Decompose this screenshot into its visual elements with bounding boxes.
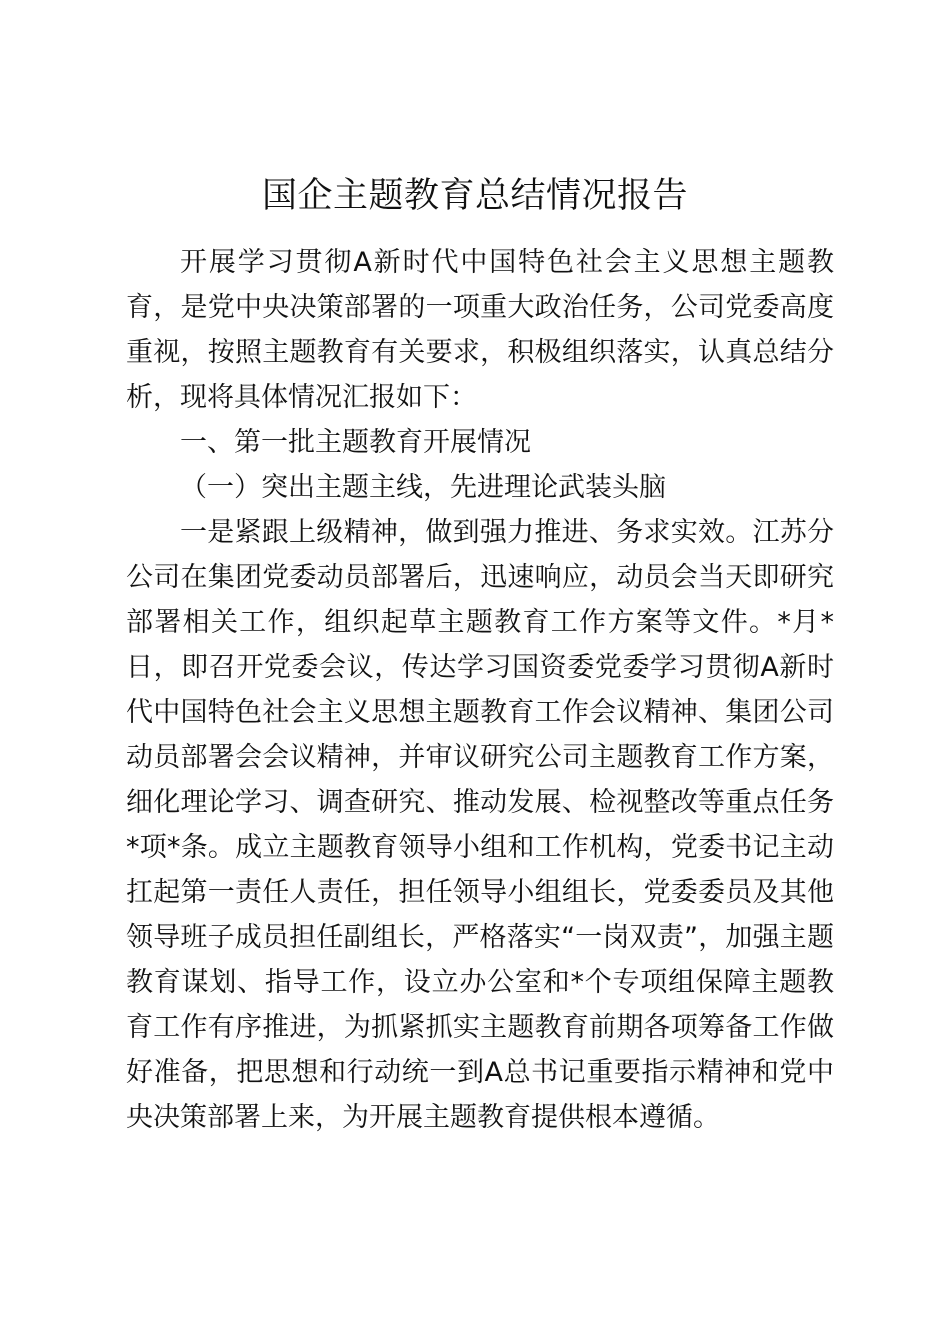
subsection-heading: （一）突出主题主线，先进理论武装头脑 (180, 472, 666, 503)
document-body (126, 240, 834, 1140)
body-paragraph: 一是紧跟上级精神，做到强力推进、务求实效。江苏分公司在集团党委动员部署后，迅速响应，动员会当天即研究部署相关工作，组织起草主题教育工作方案等文件。*月*日，即召开党委会议，传达学习国资委党委学习贯彻A新时代中国特色社会主义思想主题教育工作会议精神、集团公司动员部署会会议精神，并审议研究公司主题教育工作方案，细化理论学习、调查研究、推动发展、检视整改等重点任务*项*条。成立主题教育领导小组和工作机构，党委书记主动扛起第一责任人责任，担任领导小组组长，党委委员及其他领导班子成员担任副组长，严格落实“一岗双责”，加强主题教育谋划、指导工作，设立办公室和*个专项组保障主题教育工作有序推进，为抓紧抓实主题教育前期各项筹备工作做好准备，把思想和行动统一到A总书记重要指示精神和党中央决策部署上来，为开展主题教育提供根本遵循。 (126, 517, 834, 1133)
document-title: 国企主题教育总结情况报告 (261, 176, 688, 216)
intro-paragraph: 开展学习贯彻A新时代中国特色社会主义思想主题教育，是党中央决策部署的一项重大政治任务，公司党委高度重视，按照主题教育有关要求，积极组织落实，认真总结分析，现将具体情况汇报如下： (126, 247, 834, 413)
section-heading: 一、第一批主题教育开展情况 (180, 427, 531, 458)
